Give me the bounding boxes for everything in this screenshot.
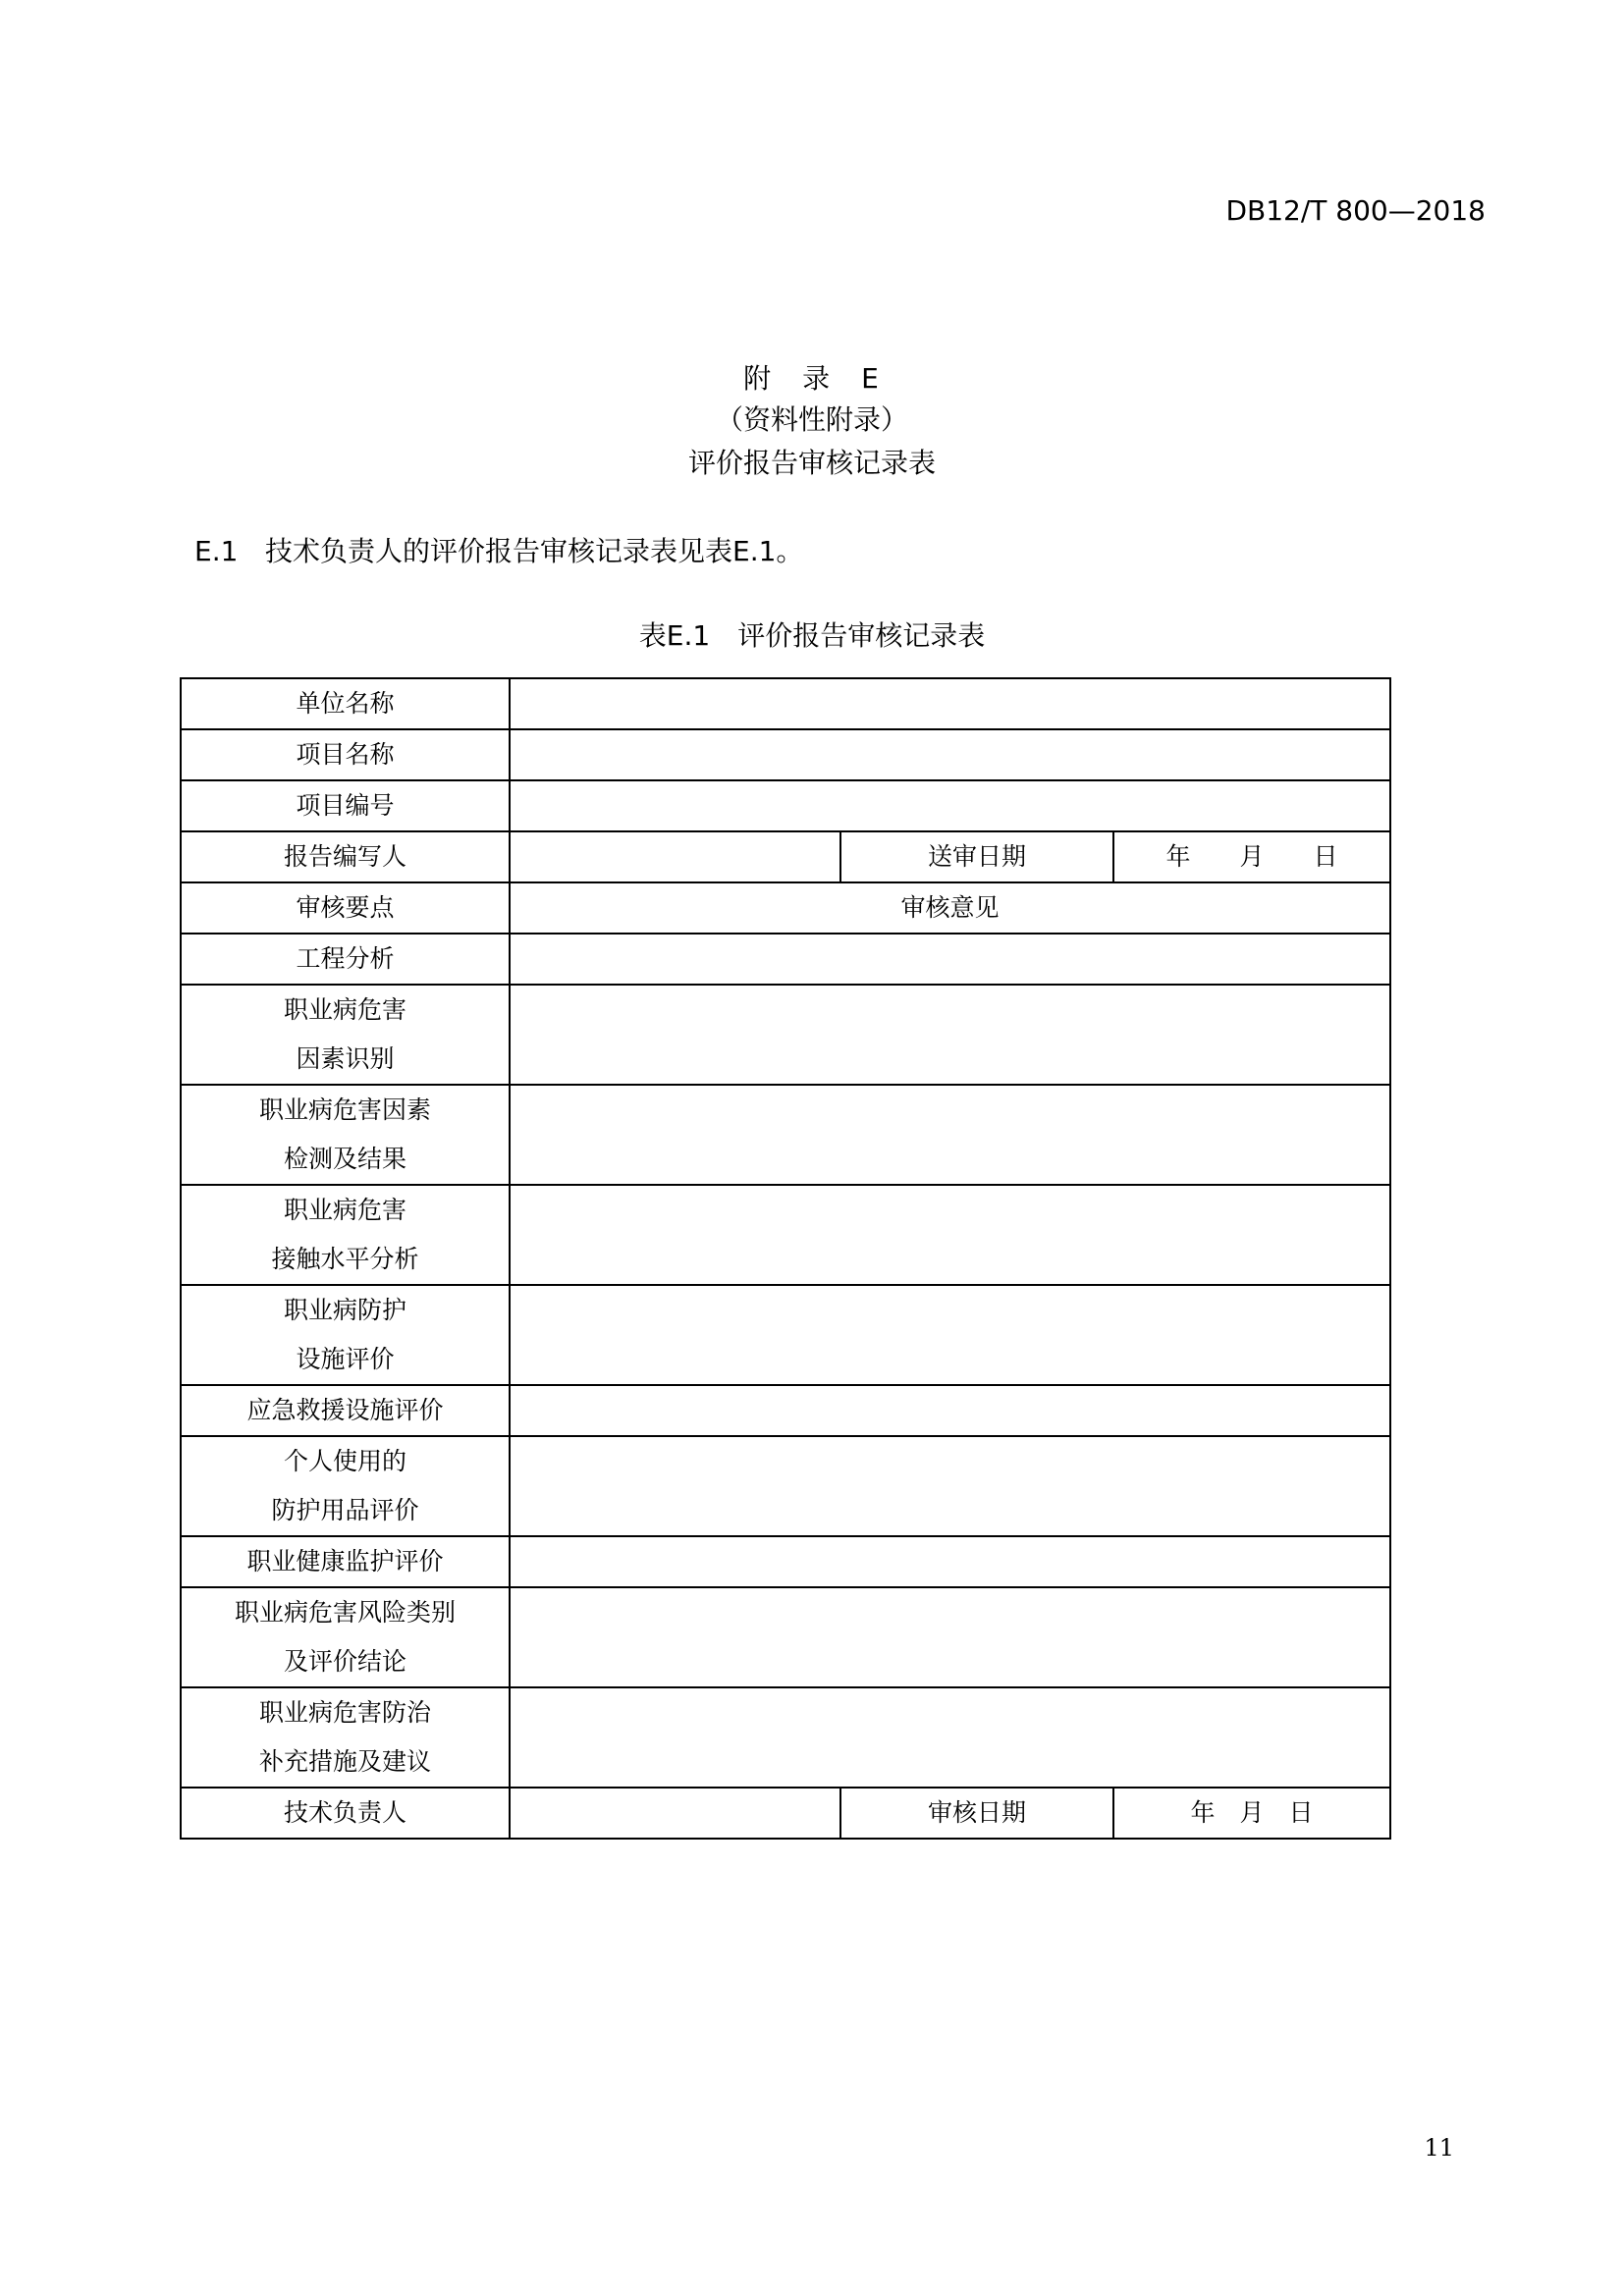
value-cell[interactable] xyxy=(510,1185,1390,1285)
value-cell[interactable] xyxy=(510,1085,1390,1185)
row-label-line: 因素识别 xyxy=(296,1044,395,1073)
row-label-line: 职业病危害防治 xyxy=(258,1698,431,1727)
table-row xyxy=(181,985,1390,1085)
row-label-line: 接触水平分析 xyxy=(271,1245,419,1273)
row-label: 项目编号 xyxy=(181,780,510,831)
table-header-row xyxy=(181,882,1390,934)
date-cell[interactable]: 年 月 日 xyxy=(1113,1788,1390,1839)
clause-number: E.1 xyxy=(194,535,239,567)
column-header: 审核要点 xyxy=(181,882,510,934)
table-row xyxy=(181,729,1390,780)
row-label: 报告编写人 xyxy=(181,831,510,882)
row-label xyxy=(181,1285,510,1385)
value-cell[interactable] xyxy=(510,729,1390,780)
row-label-line: 职业病防护 xyxy=(283,1296,406,1324)
value-cell[interactable] xyxy=(510,934,1390,985)
row-label xyxy=(181,1436,510,1536)
table-row xyxy=(181,780,1390,831)
value-cell[interactable] xyxy=(510,1687,1390,1788)
appendix-title: 附 录 E xyxy=(743,362,881,395)
table-row xyxy=(181,831,1390,882)
row-label-line: 检测及结果 xyxy=(283,1145,406,1173)
table-row xyxy=(181,1436,1390,1536)
value-cell[interactable] xyxy=(510,1285,1390,1385)
value-cell[interactable] xyxy=(510,985,1390,1085)
row-label: 职业健康监护评价 xyxy=(181,1536,510,1587)
clause-e1 xyxy=(194,530,803,569)
appendix-name: 评价报告审核记录表 xyxy=(687,447,936,479)
row-label-line: 设施评价 xyxy=(296,1345,395,1373)
row-label xyxy=(181,1085,510,1185)
row-label-line: 及评价结论 xyxy=(283,1647,406,1676)
standard-code: DB12/T 800—2018 xyxy=(1225,194,1486,227)
row-label xyxy=(181,985,510,1085)
value-cell[interactable] xyxy=(510,1385,1390,1436)
value-cell[interactable] xyxy=(510,1788,840,1839)
row-label-line: 职业病危害因素 xyxy=(258,1095,431,1124)
value-cell[interactable] xyxy=(510,1536,1390,1587)
row-label: 项目名称 xyxy=(181,729,510,780)
review-record-table xyxy=(180,677,1391,1840)
clause-text: 技术负责人的评价报告审核记录表见表E.1。 xyxy=(265,535,804,567)
row-label xyxy=(181,1185,510,1285)
row-label xyxy=(181,1587,510,1687)
page-number: 11 xyxy=(1424,2134,1454,2162)
value-cell[interactable] xyxy=(510,831,840,882)
row-label: 工程分析 xyxy=(181,934,510,985)
value-cell[interactable] xyxy=(510,1436,1390,1536)
value-cell[interactable] xyxy=(510,678,1390,729)
appendix-subtitle: （资料性附录） xyxy=(715,403,908,436)
row-label-line: 防护用品评价 xyxy=(271,1496,419,1524)
row-label-line: 职业病危害 xyxy=(283,995,406,1024)
row-label: 审核日期 xyxy=(840,1788,1113,1839)
table-row xyxy=(181,934,1390,985)
table-row xyxy=(181,1385,1390,1436)
column-header: 审核意见 xyxy=(510,882,1390,934)
row-label-line: 职业病危害风险类别 xyxy=(234,1598,456,1627)
row-label xyxy=(181,1687,510,1788)
row-label: 送审日期 xyxy=(840,831,1113,882)
row-label: 技术负责人 xyxy=(181,1788,510,1839)
row-label-line: 个人使用的 xyxy=(283,1447,406,1475)
date-cell[interactable]: 年 月 日 xyxy=(1113,831,1390,882)
row-label: 应急救援设施评价 xyxy=(181,1385,510,1436)
table-row xyxy=(181,1587,1390,1687)
table-row xyxy=(181,1185,1390,1285)
row-label-line: 职业病危害 xyxy=(283,1196,406,1224)
value-cell[interactable] xyxy=(510,780,1390,831)
table-row xyxy=(181,1285,1390,1385)
row-label: 单位名称 xyxy=(181,678,510,729)
table-row xyxy=(181,1687,1390,1788)
table-row xyxy=(181,1536,1390,1587)
value-cell[interactable] xyxy=(510,1587,1390,1687)
table-caption: 表E.1 评价报告审核记录表 xyxy=(638,619,986,652)
table-row xyxy=(181,1788,1390,1839)
row-label-line: 补充措施及建议 xyxy=(258,1747,431,1776)
table-row xyxy=(181,1085,1390,1185)
table-row xyxy=(181,678,1390,729)
